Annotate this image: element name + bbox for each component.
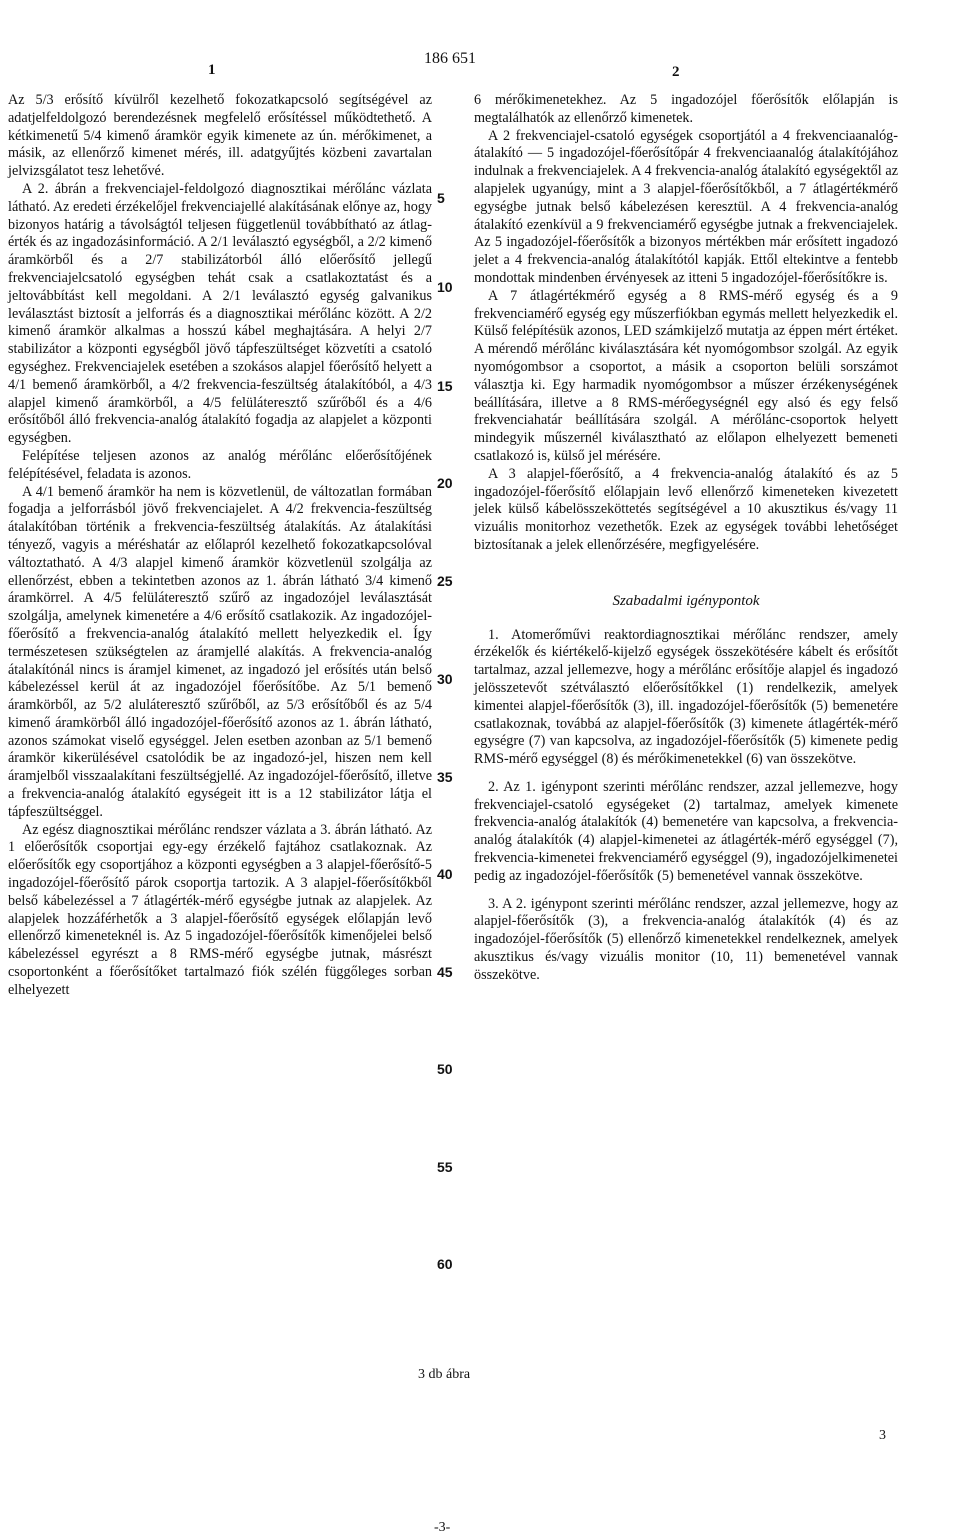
paragraph: A 4/1 bemenő áramkör ha nem is közvetlenül, de változatlan formában fogadja a jelforrásból jövő frekvenciajelet. A 4/2 frekvencia-feszültség átalakítóban történik a frekvencia-feszültség átalakítás. Az átalakítási tényező, vagyis a méréshatár az előlapról kezelhető fokozatkapcsolóval változtatható. A 4/3 alapjel kimenő áramkör közvetlenül szolgálja az ellenőrzést, ebben a tekintetben azonos az 1. ábrán látható 3/4 kimenő áramkörrel. A 4/5 felüláteresztő szűrő az ingadozójel leválasztását szolgálja, amelynek kimenetére a 4/6 erősítő csatlakozik. Az ingadozójel-főerősítő a frekvencia-analóg átalakító mellett helyezkedik el. Így természetesen szükségtelen az áramjellé alakítás. A frekvencia-analóg átalakítónál nincs is áramjel kimenet, az ingadozó jel erősítés után belső kábelezéssel kerül át az ingadozójel főerősítőbe. Az 5/1 bemenő áramkörből, az 5/2 aluláteresztő szűrőből, az 5/3 erősítőből és az 5/4 kimenő áramkörből álló ingadozójel-főerősítő azonos az 1. ábrán látható, azonos számokat viselő egységgel. Jelen esetben azonban az 5/1 bemenő áramkör kikerülésével csatolódik be az ingadozó-jel, hiszen nem kell áramjelből visszaalakítani feszültségjellé. Az ingadozójel-főerősítő, illetve a frekvencia-analóg átalakító egységeit itt is a 12 stabilizátor látja el tápfeszültséggel. <box>8 483 432 820</box>
line-number: 20 <box>437 475 453 491</box>
line-number: 50 <box>437 1061 453 1077</box>
right-page-number: 3 <box>879 1428 886 1443</box>
line-number: 40 <box>437 866 453 882</box>
left-column-number: 1 <box>208 62 216 78</box>
paragraph: Az egész diagnosztikai mérőlánc rendszer vázlata a 3. ábrán látható. Az 1 előerősítők csoportjai egy-egy érzékelő fajtához csatlakoznak. Az előerősítők egy csoportjához a központi egységben a 3 alapjel-főerősítő-5 ingadozójel-főerősítő párok csoportja tartozik. A 3 alapjel-főerősítőkből belső kábelezéssel a 7 átlagérték-mérő egységbe jutnak az alapjelek. Az alapjelek hozzáférhetők a 3 alapjel-főerősítő egységek előlapján levő ellenőrző kimeneteknél is. Az 5 ingadozójel-főerősítők kimenőjelei belső kábelezéssel egyrészt a 8 RMS-mérő egységbe jutnak, másrészt csoportonként a főerősítőket tartalmazó fiók szélén függőleges sorban elhelyezett <box>8 821 432 998</box>
figures-note: 3 db ábra <box>418 1367 471 1382</box>
patent-number: 186 651 <box>424 50 476 67</box>
paragraph: A 2 frekvenciajel-csatoló egységek csoportjától a 4 frekvenciaanalóg-átalakító — 5 ingadozójel-főerősítőpár 4 frekvenciaanalóg átalakítójához indulnak a frekvenciajelek. A 4 frekvencia-analóg átalakító egységektől az alapjelek ugyanúgy, mint a 3 alapjel-főerősítőkből, a 7 átlagértékmérő egységbe jutnak belső kábelezésen keresztül. A 4 frekvencia-analóg átalakító ezenkívül a 9 frekvenciamérő egységbe jutnak a frekvenciajelek. Az 5 ingadozójel-főerősítők a bizonyos mértékben már erősített ingadozó jelet a 4 frekvencia-analóg átalakítótól kapják. Ettől eltekintve a fentebb mondottak mindenben érvényesek az itteni 5 ingadozójel-főerősítőkre is. <box>474 127 898 286</box>
claims-heading: Szabadalmi igénypontok <box>612 592 760 609</box>
line-number: 5 <box>437 190 445 206</box>
right-text-column <box>474 92 898 985</box>
paragraph: 6 mérőkimenetekhez. Az 5 ingadozójel főerősítők előlapján is megtalálhatók az ellenőrző kimenetek. <box>474 92 898 126</box>
line-number: 30 <box>437 671 453 687</box>
claim-1: 1. Atomerőművi reaktordiagnosztikai mérőlánc rendszer, amely érzékelők és kiértékelő-kijelző egységek összekötésére kábelt és erősítőt tartalmaz, azzal jellemezve, hogy a mérőlánc erősítője alapjel és ingadozó jelösszetevőt szétválasztó előerősítőkkel (1) rendelkezik, amelyek kimentei alapjel-főerősítők (3), ill. ingadozójel-főerősítők (5) bemenetére csatlakoznak, továbbá az alapjel-főerősítők (3) kimenete átlagérték-mérő egységre (7) van kapcsolva, az ingadozójel-főerősítők (5) kimenete pedig RMS-mérő egységgel (8) és mérőkimenetekkel (6) van összekötve. <box>474 626 898 768</box>
line-number: 60 <box>437 1256 453 1272</box>
paragraph: Az 5/3 erősítő kívülről kezelhető fokozatkapcsoló segítségével az adatjelfeldolgozó berendezésnek megfelelő erősítéssel működtethető. A kétkimenetű 5/4 kimenő áramkör egyik kimenete az ún. mérőkimenet, a másik, az ellenőrző kimenet mérés, ill. adatgyűjtés közbeni zavartalan jelvizsgálatot tesz lehetővé. <box>8 92 432 180</box>
line-number: 25 <box>437 573 453 589</box>
paragraph: Felépítése teljesen azonos az analóg mérőlánc előerősítőjének felépítésével, feladata is azonos. <box>8 447 432 482</box>
claim-3: 3. A 2. igénypont szerinti mérőlánc rendszer, azzal jellemezve, hogy az alapjel-főerősítők (3), a frekvencia-analóg átalakítók (4) és az ingadozójel-főerősítők (5) ellenőrző kimenetekkel rendelkeznek, amelyek akusztikus és/vagy vizuális monitor (10, 11) bemenetével vannak összekötve. <box>474 895 898 983</box>
left-text-column <box>8 92 432 1000</box>
claim-2: 2. Az 1. igénypont szerinti mérőlánc rendszer, azzal jellemezve, hogy frekvenciajel-csatoló egységeket (2) tartalmaz, amelyek kimenete frekvencia-analóg átalakítók (4) bemenetére van kapcsolva, a frekvencia-analóg átalakítók (4) alapjel-kimenetei az átlagérték-mérő egységgel (7), frekvencia-kimenetei frekvenciamérő egységgel (9), ingadozójelkimenetei pedig az ingadozójel-főerősítők (5) bemenetével vannak összekötve. <box>474 778 898 884</box>
right-column-number: 2 <box>672 64 680 80</box>
paragraph: A 3 alapjel-főerősítő, a 4 frekvencia-analóg átalakító és az 5 ingadozójel-főerősítő előlapjain levő ellenőrző kimeneteken kivezetett jelek külső kábelösszeköttetés segítségével a 10 akusztikus és/vagy 11 vizuális monitorhoz vezethetők. Ezek az egységek további lehetőséget biztosítanak a jelek ellenőrzésére, megfigyelésére. <box>474 465 898 553</box>
line-number: 55 <box>437 1159 453 1175</box>
page-marker: -3- <box>434 1520 451 1535</box>
line-number: 45 <box>437 964 453 980</box>
paragraph: A 7 átlagértékmérő egység a 8 RMS-mérő egység és a 9 frekvenciamérő egység egy műszerfiókban egymás mellett helyezkedik el. Külső felépítésük azonos, LED számkijelző mutatja az éppen mért értéket. A mérendő mérőlánc kiválasztására két nyomógombsor szolgál. Az egyik nyomógombsor a csoportot, a másik a csoporton belüli sorszámot választja ki. Egy harmadik nyomógombsor a műszer érzékenységének beállítására, illetve a 8 RMS-mérőegységnél egy alsó és egy felső frekvenciahatár beállítására szolgál. A mérőlánc-csoportok helyett mindegyik műszernél kiválasztható az előlapon elhelyezett bemeneti csatlakozó is, külső jel mérésére. <box>474 287 898 464</box>
paragraph: A 2. ábrán a frekvenciajel-feldolgozó diagnosztikai mérőlánc vázlata látható. Az eredeti érzékelőjel frekvenciajellé alakításának előnye az, hogy bizonyos határig a távolságtól teljesen függetlenül továbbítható az átlag-érték és az ingadozásinformáció. A 2/1 leválasztó egységből, a 2/2 kimenő áramkörből és a 2/7 stabilizátorból álló előerősítő jellegű frekvenciajelcsatoló egységben tehát csak a csatlakoztatást és a jeltovábbítást kell megoldani. A 2/1 leválasztó egység galvanikus leválasztást biztosít a jelforrás és a diagnosztikai mérőlánc között. A 2/2 kimenő áramkör alkalmas a hosszú kábel meghajtására. A helyi 2/7 stabilizátor a központi egységből jövő tápfeszültséget közvetíti a csatoló egységhez. Frekvenciajelek esetében a szokásos alapjel főerősítő helyett a 4/1 bemenő áramkörből, a 4/2 frekvencia-feszültség átalakítóból, a 4/3 alapjel kimenő áramkörből, a 4/5 felüláteresztő szűrőből és a 4/6 erősítőből álló frekvencia-analóg átalakító fogadja az alapjelet a központi egységben. <box>8 180 432 447</box>
line-number: 15 <box>437 378 453 394</box>
line-number: 10 <box>437 279 453 295</box>
line-number: 35 <box>437 769 453 785</box>
